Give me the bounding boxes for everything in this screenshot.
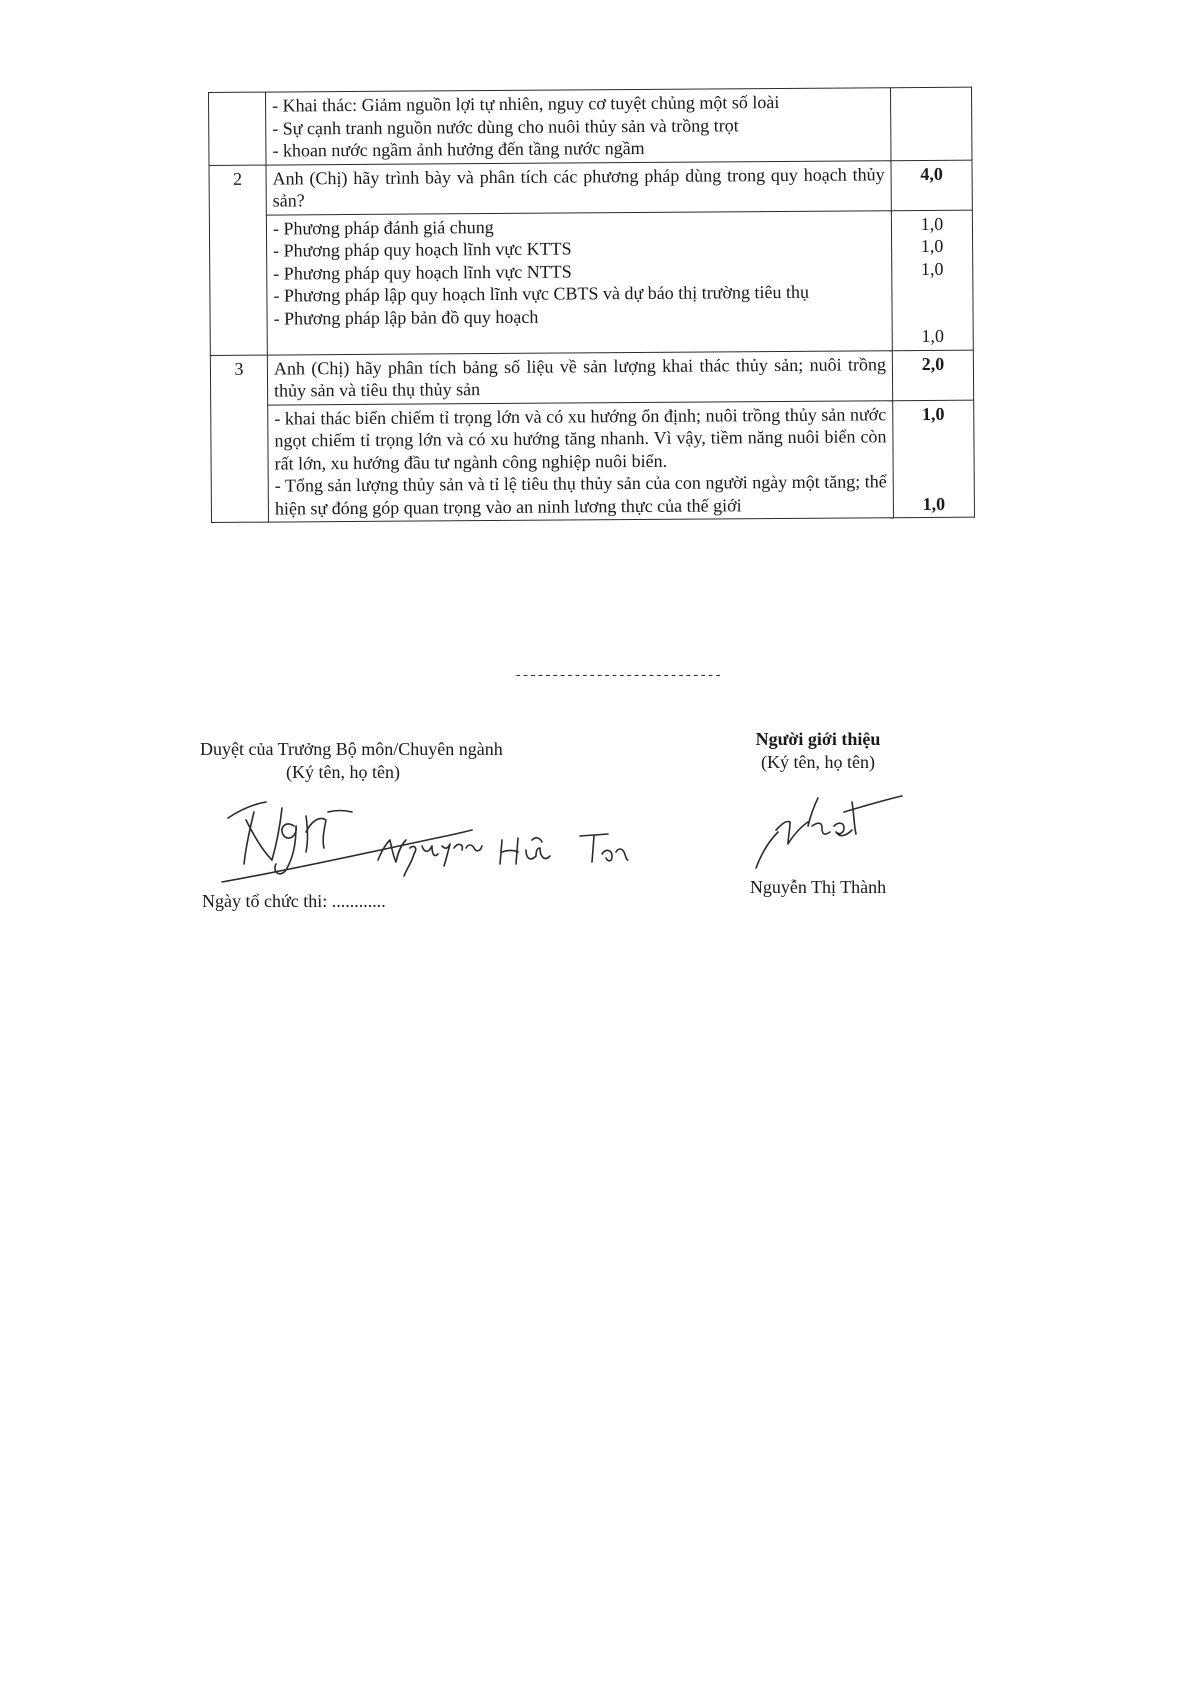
answer-line: - Phương pháp đánh giá chung <box>272 216 494 239</box>
score-spacer <box>898 302 966 325</box>
score-spacer <box>899 447 967 470</box>
answer-line: - Phương pháp quy hoạch lĩnh vực KTTS <box>273 238 572 261</box>
answer-content <box>266 210 892 354</box>
question-text <box>266 160 891 214</box>
score-cell <box>891 210 973 351</box>
handwritten-signature-icon <box>748 782 908 872</box>
table-row <box>209 210 973 355</box>
score-spacer <box>899 425 967 448</box>
score-value: 1,0 <box>921 403 945 424</box>
question-line: Anh (Chị) hãy trình bày và phân tích các phương pháp dùng trong quy hoạch thủy sản? <box>272 163 885 211</box>
approval-signature-block <box>200 738 503 911</box>
score-value: 1,0 <box>920 258 944 279</box>
answer-line: - Phương pháp lập quy hoạch lĩnh vực CBTS và dự báo thị trường tiêu thụ <box>273 281 809 306</box>
answer-line: - Phương pháp quy hoạch lĩnh vực NTTS <box>273 260 572 284</box>
answer-line: - khai thác biển chiếm tỉ trọng lớn và có xu hướng ổn định; nuôi trồng thủy sản nước ngọt chiếm tỉ trọng lớn và có xu hướng tăng nhanh. Vì vậy, tiềm năng nuôi biển còn rất lớn, xu hướng đầu tư ngành công nghiệp nuôi biển. <box>274 403 887 474</box>
signature-hint: (Ký tên, họ tên) <box>286 762 400 782</box>
score-value: 1,0 <box>922 493 946 514</box>
answer-line: - Sự cạnh tranh nguồn nước dùng cho nuôi thủy sản và trồng trọt <box>272 114 739 139</box>
score-value: 1,0 <box>920 235 944 257</box>
exam-date-label: Ngày tổ chức thi: ............ <box>202 891 386 911</box>
score-spacer <box>898 280 966 303</box>
question-line: Anh (Chị) hãy phân tích bảng số liệu về sản lượng khai thác thủy sản; nuôi trồng thủy sản và tiêu thụ thủy sản <box>273 353 886 401</box>
signature-hint: (Ký tên, họ tên) <box>761 752 875 772</box>
table-row <box>209 87 972 165</box>
answer-line: - khoan nước ngầm ảnh hưởng đến tầng nước ngầm <box>272 137 645 161</box>
answer-content <box>266 88 891 165</box>
table-row <box>209 160 972 215</box>
answer-table <box>208 87 975 523</box>
presenter-role: Người giới thiệu <box>755 729 881 749</box>
score-value: 1,0 <box>920 213 944 234</box>
presenter-name: Nguyễn Thị Thành <box>749 877 887 897</box>
question-score: 4,0 <box>891 160 972 211</box>
answer-line: - Phương pháp lập bản đồ quy hoạch <box>273 306 539 329</box>
presenter-signature-block <box>728 728 908 897</box>
question-score: 2,0 <box>892 350 973 401</box>
approver-role: Duyệt của Trưởng Bộ môn/Chuyên ngành <box>200 739 503 759</box>
question-text <box>267 350 892 404</box>
answer-line: - Tổng sản lượng thủy sản và tỉ lệ tiêu thụ thủy sản của con người ngày một tăng; thể hiện sự đóng góp quan trọng vào an ninh lương thực của thế giới <box>274 471 887 519</box>
question-number <box>209 92 267 165</box>
score-value: 1,0 <box>921 325 945 347</box>
answer-line: - Khai thác: Giảm nguồn lợi tự nhiên, nguy cơ tuyệt chủng một số loài <box>272 92 780 116</box>
score-cell <box>890 87 972 160</box>
answer-content <box>268 400 894 522</box>
question-number: 3 <box>210 355 268 523</box>
score-spacer <box>900 470 968 493</box>
question-number: 2 <box>209 165 267 355</box>
score-cell <box>893 400 975 518</box>
handwritten-signature-icon <box>210 790 630 886</box>
section-divider: ---------------------------- <box>514 668 722 684</box>
table-row <box>210 350 973 405</box>
table-row <box>211 400 975 523</box>
